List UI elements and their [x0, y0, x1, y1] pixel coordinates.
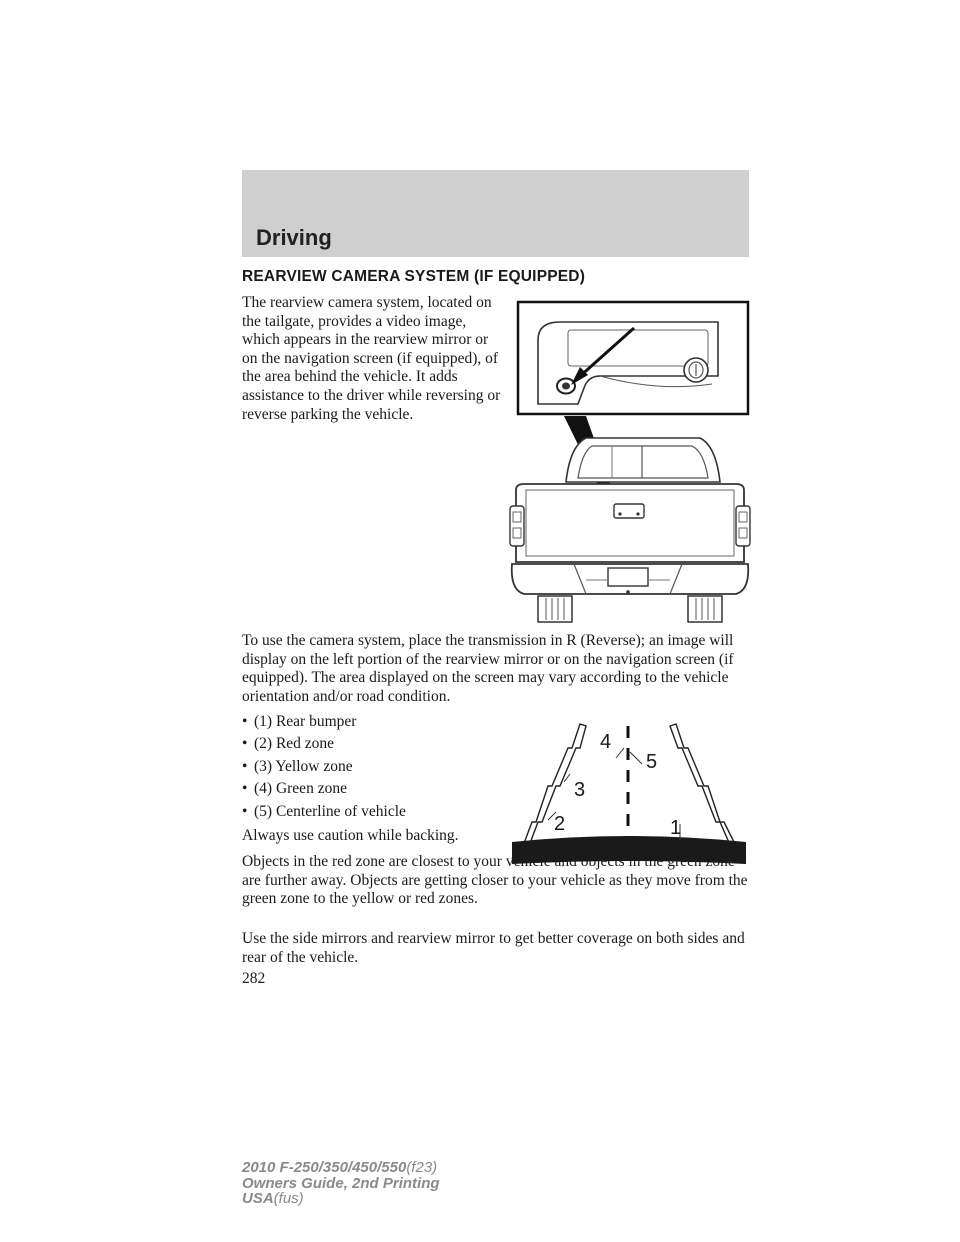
list-item [242, 803, 512, 822]
section-title: Driving [256, 225, 332, 250]
callout-label: 5 [646, 751, 658, 773]
bullet-symbol: • [242, 780, 248, 798]
camera-guideline-diagram [508, 718, 748, 870]
right-tire [688, 596, 722, 622]
callout-label: 2 [554, 813, 566, 835]
bullet-symbol: • [242, 735, 248, 753]
zone-legend-list [242, 713, 512, 825]
tailgate-camera-illustration [508, 300, 753, 625]
left-tire [538, 596, 572, 622]
truck-tailgate [516, 484, 744, 562]
footer-market-code: (fus) [273, 1190, 304, 1207]
list-item-text: (3) Yellow zone [254, 757, 353, 775]
footer-model-code: (f23) [406, 1159, 438, 1176]
callout-label: 4 [600, 731, 612, 753]
footer-guide: Owners Guide, 2nd Printing [242, 1174, 440, 1192]
list-item-text: (1) Rear bumper [254, 713, 357, 730]
callout-label: 3 [574, 779, 586, 801]
intro-paragraph: The rearview camera system, located on the tailgate, provides a video image, which appears in the rearview mirror or on the navigation screen (if equipped), of the area behind the vehicle. It adds assistance to the driver while reversing or reverse parking the vehicle. [242, 294, 501, 423]
mirrors-paragraph: Use the side mirrors and rearview mirror to get better coverage on both sides and rear of the vehicle. [242, 930, 745, 966]
list-item [242, 713, 512, 732]
list-item-text: (4) Green zone [254, 780, 347, 798]
bullet-symbol: • [242, 802, 248, 820]
list-item [242, 780, 512, 799]
truck-handle [614, 504, 644, 518]
section-heading: REARVIEW CAMERA SYSTEM (IF EQUIPPED) [242, 268, 586, 285]
section-header-band [242, 170, 749, 257]
page-number: 282 [242, 970, 266, 987]
license-plate-recess [608, 568, 648, 586]
objects-paragraph: Objects in the red zone are closest to your vehicle and objects in the green zone are further away. Objects are getting closer to your vehicle as they move from the green zone to the yellow or red zones. [242, 853, 748, 908]
list-item [242, 758, 512, 777]
bullet-symbol: • [242, 713, 248, 730]
list-item-text: (2) Red zone [254, 735, 335, 753]
document-footer [242, 1160, 542, 1207]
footer-model: 2010 F-250/350/450/550 [242, 1159, 407, 1176]
callout-label: 1 [670, 817, 682, 839]
list-item-text: (5) Centerline of vehicle [254, 802, 406, 820]
list-item [242, 735, 512, 754]
bullet-symbol: • [242, 757, 248, 775]
usage-paragraph: To use the camera system, place the transmission in R (Reverse); an image will display on the left portion of the rearview mirror or on the navigation screen (if equipped). The area displayed on the screen may vary according to the vehicle orientation and/or road condition. [242, 632, 734, 705]
footer-market: USA [242, 1190, 274, 1207]
caution-paragraph: Always use caution while backing. [242, 827, 459, 844]
